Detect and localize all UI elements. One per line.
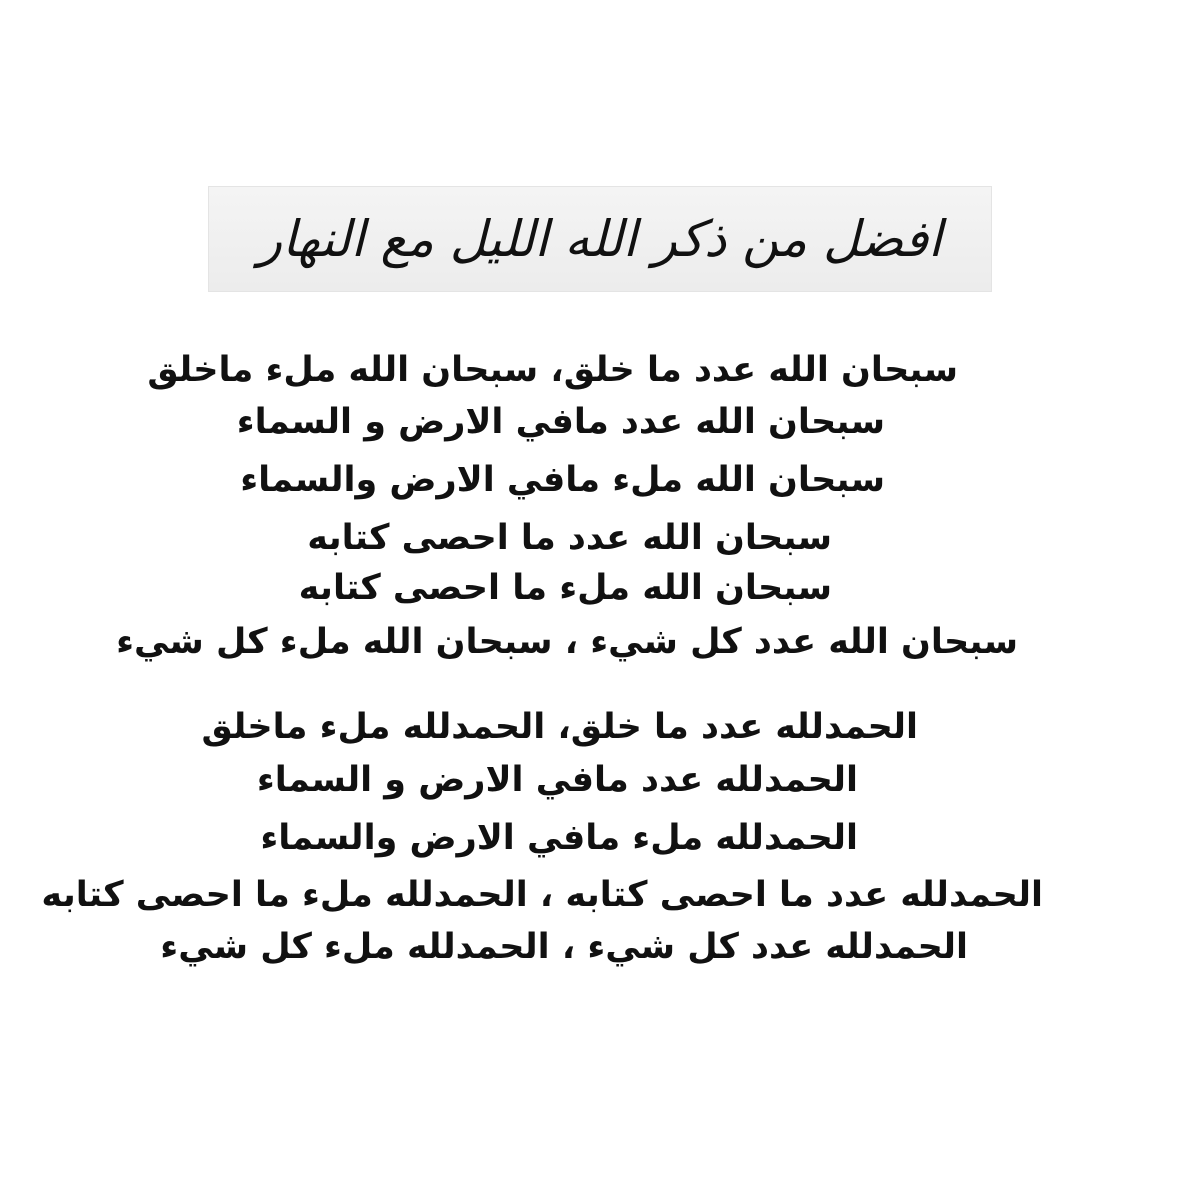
tasbih-line-5: سبحان الله ملء ما احصى كتابه (298, 568, 832, 608)
tahmid-line-2: الحمدلله عدد مافي الارض و السماء (256, 760, 858, 800)
tasbih-line-2: سبحان الله عدد مافي الارض و السماء (236, 402, 885, 442)
title-banner (208, 186, 992, 292)
tasbih-line-6: سبحان الله عدد كل شيء ، سبحان الله ملء كل شيء (116, 622, 1018, 662)
tahmid-line-5: الحمدلله عدد كل شيء ، الحمدلله ملء كل شيء (160, 927, 968, 967)
tahmid-line-4: الحمدلله عدد ما احصى كتابه ، الحمدلله ملء ما احصى كتابه (41, 875, 1043, 915)
tahmid-line-3: الحمدلله ملء مافي الارض والسماء (260, 818, 858, 858)
tasbih-line-4: سبحان الله عدد ما احصى كتابه (307, 518, 832, 558)
tasbih-line-1: سبحان الله عدد ما خلق، سبحان الله ملء ماخلق (147, 350, 958, 390)
tasbih-line-3: سبحان الله ملء مافي الارض والسماء (240, 460, 885, 500)
tahmid-line-1: الحمدلله عدد ما خلق، الحمدلله ملء ماخلق (201, 707, 918, 747)
page-title: افضل من ذكر الله الليل مع النهار (257, 210, 943, 268)
